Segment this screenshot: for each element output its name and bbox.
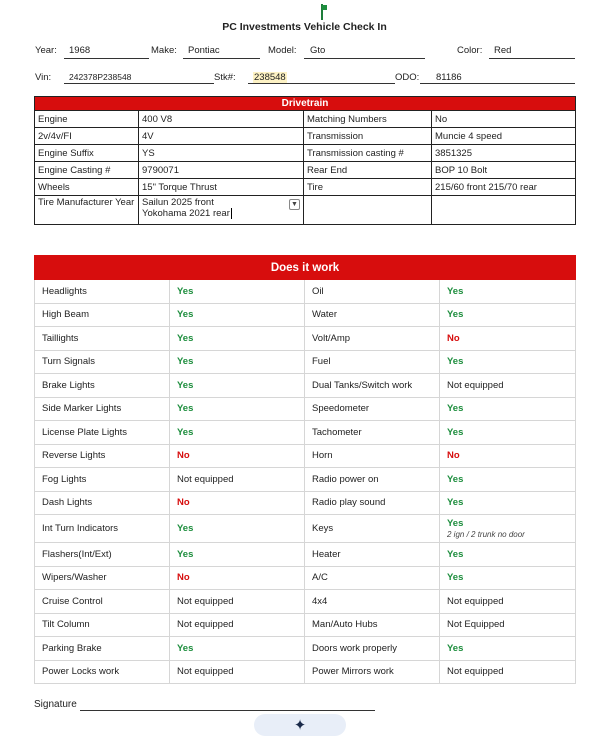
does-it-work-header: Does it work (35, 256, 576, 280)
item-label-text: Fog Lights (42, 473, 87, 485)
item-label (305, 613, 440, 637)
item-label (35, 515, 170, 543)
item-status[interactable] (170, 543, 305, 567)
year-field[interactable]: 1968 (69, 45, 91, 56)
item-status[interactable] (440, 468, 576, 492)
item-status-text: Yes (177, 309, 194, 321)
stock-label: Stk#: (214, 72, 236, 83)
item-label (35, 350, 170, 374)
item-label-text: Fuel (312, 356, 331, 368)
item-label-text: Heater (312, 548, 341, 560)
table-row (35, 468, 576, 492)
drivetrain-table (34, 96, 576, 225)
table-row (35, 660, 576, 684)
drivetrain-value[interactable]: 215/60 front 215/70 rear (432, 179, 576, 196)
table-row (35, 421, 576, 445)
item-status[interactable] (170, 303, 305, 327)
color-label: Color: (457, 45, 483, 56)
item-status[interactable] (170, 421, 305, 445)
item-status-text: Not equipped (177, 595, 234, 607)
item-label-text: Power Locks work (42, 666, 120, 678)
item-status-text: No (447, 332, 460, 344)
drivetrain-label: Wheels (35, 179, 139, 196)
item-status-text: Yes (447, 548, 464, 560)
table-row (35, 179, 576, 196)
item-status[interactable] (170, 397, 305, 421)
table-row (35, 111, 576, 128)
item-label (35, 491, 170, 515)
item-label-text: Tilt Column (42, 619, 90, 631)
table-row (35, 590, 576, 614)
item-status[interactable] (170, 660, 305, 684)
item-status-text: No (177, 572, 190, 584)
drivetrain-label: Engine Casting # (35, 162, 139, 179)
item-status[interactable] (170, 613, 305, 637)
drivetrain-value[interactable]: 9790071 (139, 162, 304, 179)
table-row (35, 566, 576, 590)
item-label-text: Tachometer (312, 426, 362, 438)
item-status[interactable] (170, 350, 305, 374)
item-label (35, 421, 170, 445)
drivetrain-label: Transmission (304, 128, 432, 145)
item-label-text: Cruise Control (42, 595, 103, 607)
item-label-text: License Plate Lights (42, 426, 128, 438)
tire-front-text: Sailun 2025 front (142, 197, 214, 208)
odo-underline (420, 83, 575, 84)
color-field[interactable]: Red (494, 45, 512, 56)
item-label-text: Int Turn Indicators (42, 523, 119, 534)
item-status-text: Yes (177, 426, 194, 438)
table-row (35, 491, 576, 515)
drivetrain-label: 2v/4v/FI (35, 128, 139, 145)
table-row (35, 280, 576, 304)
item-label-text: Power Mirrors work (312, 666, 394, 678)
keys-note: 2 ign / 2 trunk no door (447, 530, 525, 539)
item-status-text: No (177, 450, 190, 462)
model-field[interactable]: Gto (310, 45, 326, 56)
item-status[interactable] (440, 327, 576, 351)
item-status-text: Yes (447, 473, 464, 485)
item-label-text: Man/Auto Hubs (312, 619, 378, 631)
item-label-text: Reverse Lights (42, 450, 106, 462)
table-row (35, 303, 576, 327)
table-row (35, 350, 576, 374)
item-status-text: Yes (447, 309, 464, 321)
item-status-text: Not equipped (177, 473, 234, 485)
item-status[interactable] (440, 637, 576, 661)
item-label (305, 397, 440, 421)
sparkle-icon[interactable]: ✦ (254, 714, 346, 736)
signature-line[interactable] (80, 710, 375, 711)
item-label-text: Flashers(Int/Ext) (42, 548, 112, 560)
item-label (305, 374, 440, 398)
item-status[interactable] (440, 590, 576, 614)
item-status[interactable] (440, 491, 576, 515)
item-label (35, 303, 170, 327)
item-status-text: Yes (177, 332, 194, 344)
item-status[interactable] (440, 515, 576, 543)
item-status[interactable] (440, 397, 576, 421)
drivetrain-value[interactable]: BOP 10 Bolt (432, 162, 576, 179)
item-label (305, 515, 440, 543)
drivetrain-label: Engine (35, 111, 139, 128)
item-label (35, 543, 170, 567)
table-row (35, 637, 576, 661)
item-label (35, 613, 170, 637)
item-status-text: No (447, 450, 460, 462)
item-status[interactable] (170, 637, 305, 661)
odo-label: ODO: (395, 72, 420, 83)
drivetrain-label: Transmission casting # (304, 145, 432, 162)
table-row (35, 128, 576, 145)
item-label-text: Turn Signals (42, 356, 95, 368)
item-label-text: Oil (312, 285, 324, 297)
item-label-text: Radio power on (312, 473, 379, 485)
odo-field[interactable]: 81186 (436, 72, 462, 83)
item-label-text: Brake Lights (42, 379, 95, 391)
drivetrain-value[interactable]: 400 V8 (139, 111, 304, 128)
item-status-text: Yes (447, 518, 464, 529)
item-label (35, 444, 170, 468)
item-status-text: Yes (177, 548, 194, 560)
drivetrain-label: Engine Suffix (35, 145, 139, 162)
item-status-text: No (177, 497, 190, 509)
item-status[interactable] (170, 590, 305, 614)
model-underline (304, 58, 425, 59)
item-status-text: Yes (177, 356, 194, 368)
make-field[interactable]: Pontiac (188, 45, 220, 56)
item-label (305, 327, 440, 351)
flag-icon (321, 4, 327, 20)
table-row (35, 444, 576, 468)
table-row (35, 162, 576, 179)
item-status[interactable] (440, 374, 576, 398)
item-label-text: High Beam (42, 309, 89, 321)
vin-label: Vin: (35, 72, 52, 83)
item-label-text: Radio play sound (312, 497, 386, 509)
item-status[interactable] (440, 280, 576, 304)
item-label (305, 444, 440, 468)
drivetrain-value[interactable]: No (432, 111, 576, 128)
drivetrain-value[interactable]: Muncie 4 speed (432, 128, 576, 145)
vin-underline (64, 83, 214, 84)
drivetrain-label: Matching Numbers (304, 111, 432, 128)
item-label-text: Volt/Amp (312, 332, 351, 344)
item-status[interactable] (440, 613, 576, 637)
drivetrain-value[interactable]: 3851325 (432, 145, 576, 162)
item-status-text: Not equipped (177, 666, 234, 678)
drivetrain-value[interactable]: 15" Torque Thrust (139, 179, 304, 196)
item-status[interactable] (440, 543, 576, 567)
signature-label: Signature (34, 699, 77, 710)
item-label (305, 590, 440, 614)
item-status-text: Not equipped (447, 379, 504, 391)
item-status-text: Yes (447, 572, 464, 584)
drivetrain-header: Drivetrain (35, 97, 576, 111)
item-status[interactable] (170, 280, 305, 304)
item-status-text: Not Equipped (447, 619, 505, 631)
item-label (305, 566, 440, 590)
item-label (35, 397, 170, 421)
item-status-text: Yes (177, 642, 194, 654)
item-status-text: Yes (447, 285, 464, 297)
year-label: Year: (35, 45, 57, 56)
item-label-text: 4x4 (312, 595, 328, 607)
item-label (305, 421, 440, 445)
item-label (305, 637, 440, 661)
item-status[interactable] (170, 491, 305, 515)
item-label-text: Keys (312, 523, 334, 534)
item-label (35, 590, 170, 614)
year-underline (64, 58, 149, 59)
item-status-text: Yes (177, 379, 194, 391)
item-label (305, 280, 440, 304)
drivetrain-label: Tire (304, 179, 432, 196)
item-status[interactable] (170, 374, 305, 398)
item-status-text: Yes (447, 403, 464, 415)
model-label: Model: (268, 45, 297, 56)
color-underline (489, 58, 575, 59)
item-label-text: Water (312, 309, 337, 321)
item-label-text: Headlights (42, 285, 87, 297)
item-label (305, 303, 440, 327)
item-status[interactable] (440, 566, 576, 590)
tire-manufacturer-dropdown[interactable] (139, 196, 304, 225)
table-row (35, 613, 576, 637)
chevron-down-icon[interactable]: ▼ (289, 199, 300, 210)
item-label-text: Parking Brake (42, 642, 102, 654)
item-status[interactable] (170, 515, 305, 543)
drivetrain-value[interactable]: YS (139, 145, 304, 162)
drivetrain-label: Rear End (304, 162, 432, 179)
item-label (305, 660, 440, 684)
item-status-text: Not equipped (177, 619, 234, 631)
table-row (35, 397, 576, 421)
item-label-text: Horn (312, 450, 333, 462)
item-status-text: Yes (447, 426, 464, 438)
item-label-text: Side Marker Lights (42, 403, 122, 415)
drivetrain-value[interactable]: 4V (139, 128, 304, 145)
item-label (35, 637, 170, 661)
page-title: PC Investments Vehicle Check In (222, 21, 387, 33)
tire-manufacturer-label: Tire Manufacturer Year (35, 196, 139, 225)
item-status[interactable] (440, 303, 576, 327)
item-status[interactable] (440, 421, 576, 445)
item-status[interactable] (440, 350, 576, 374)
item-label (305, 350, 440, 374)
item-label (35, 280, 170, 304)
item-label-text: Dash Lights (42, 497, 93, 509)
item-status[interactable] (440, 660, 576, 684)
item-status[interactable] (170, 444, 305, 468)
drivetrain-empty-cell[interactable] (432, 196, 576, 225)
table-row (35, 145, 576, 162)
item-label-text: Dual Tanks/Switch work (312, 379, 413, 391)
tire-rear-text: Yokohama 2021 rear (142, 208, 230, 219)
does-it-work-table (34, 255, 576, 684)
drivetrain-empty-cell[interactable] (304, 196, 432, 225)
item-label-text: Speedometer (312, 403, 370, 415)
item-status-text: Yes (177, 523, 194, 534)
table-row (35, 515, 576, 543)
item-label (305, 543, 440, 567)
stock-field[interactable]: 238548 (254, 72, 286, 83)
item-status[interactable] (170, 468, 305, 492)
item-label-text: Taillights (42, 332, 79, 344)
item-label-text: Doors work properly (312, 642, 397, 654)
table-row (35, 327, 576, 351)
item-status-text: Yes (177, 285, 194, 297)
table-row (35, 374, 576, 398)
stock-underline (248, 83, 395, 84)
item-label (35, 468, 170, 492)
item-label (35, 374, 170, 398)
item-label (305, 491, 440, 515)
item-label-text: Wipers/Washer (42, 572, 107, 584)
item-status[interactable] (170, 566, 305, 590)
item-status-text: Yes (447, 356, 464, 368)
item-status[interactable] (440, 444, 576, 468)
item-label (35, 660, 170, 684)
item-label (305, 468, 440, 492)
item-status-text: Not equipped (447, 666, 504, 678)
item-label-text: A/C (312, 572, 328, 584)
item-status[interactable] (170, 327, 305, 351)
item-status-text: Yes (447, 497, 464, 509)
item-label (35, 566, 170, 590)
table-row (35, 196, 576, 225)
make-underline (183, 58, 260, 59)
table-row (35, 543, 576, 567)
item-status-text: Yes (447, 642, 464, 654)
make-label: Make: (151, 45, 177, 56)
item-status-text: Yes (177, 403, 194, 415)
vin-field[interactable]: 242378P238548 (69, 72, 132, 82)
item-label (35, 327, 170, 351)
item-status-text: Not equipped (447, 595, 504, 607)
